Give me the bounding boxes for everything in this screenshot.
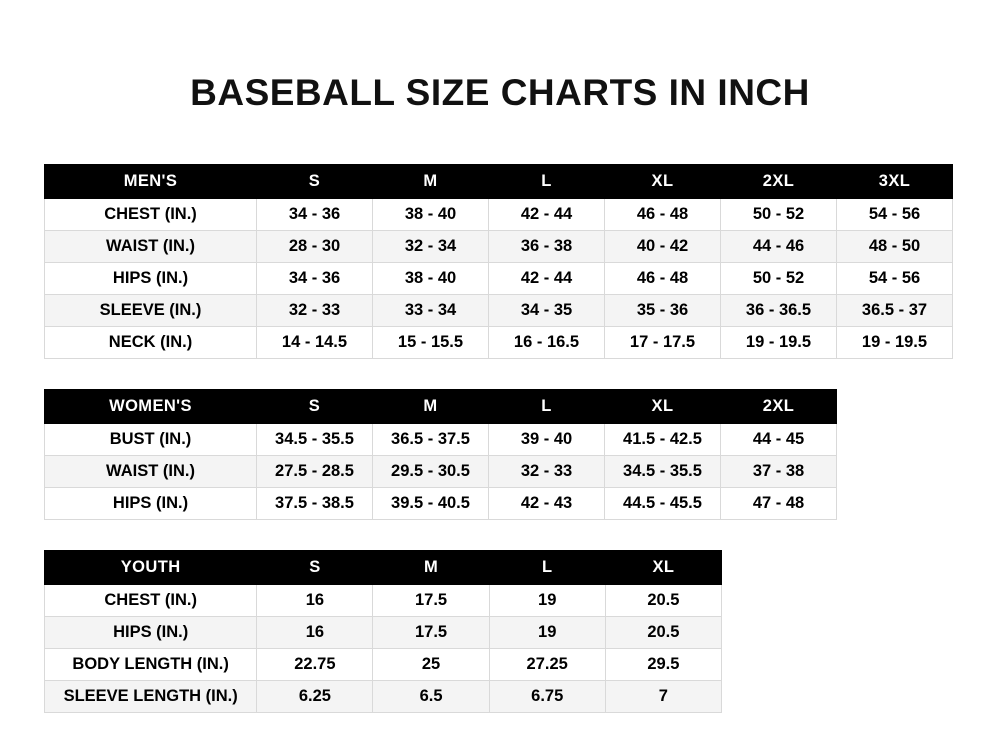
table-cell: 16 — [257, 585, 373, 617]
column-header: S — [257, 165, 373, 199]
table-cell: 36 - 38 — [489, 231, 605, 263]
table-cell: 38 - 40 — [373, 199, 489, 231]
row-label: HIPS (IN.) — [45, 263, 257, 295]
row-label: SLEEVE (IN.) — [45, 295, 257, 327]
table-cell: 41.5 - 42.5 — [605, 424, 721, 456]
row-label: WAIST (IN.) — [45, 456, 257, 488]
table-row — [45, 424, 837, 456]
table-cell: 17.5 — [373, 617, 489, 649]
table-row — [45, 327, 953, 359]
table-cell: 54 - 56 — [837, 263, 953, 295]
table-cell: 42 - 44 — [489, 199, 605, 231]
table-cell: 14 - 14.5 — [257, 327, 373, 359]
row-label: WAIST (IN.) — [45, 231, 257, 263]
table-cell: 37 - 38 — [721, 456, 837, 488]
table-cell: 42 - 44 — [489, 263, 605, 295]
table-row — [45, 456, 837, 488]
table-cell: 27.5 - 28.5 — [257, 456, 373, 488]
table-cell: 20.5 — [605, 585, 721, 617]
table-cell: 33 - 34 — [373, 295, 489, 327]
table-cell: 19 - 19.5 — [721, 327, 837, 359]
column-header: L — [489, 390, 605, 424]
row-label: SLEEVE LENGTH (IN.) — [45, 681, 257, 713]
page-title: BASEBALL SIZE CHARTS IN INCH — [190, 72, 810, 113]
table-cell: 29.5 - 30.5 — [373, 456, 489, 488]
table-cell: 46 - 48 — [605, 199, 721, 231]
column-header: MEN'S — [45, 165, 257, 199]
table-row — [45, 488, 837, 520]
table-header-row — [45, 390, 837, 424]
table-row — [45, 231, 953, 263]
table-cell: 32 - 34 — [373, 231, 489, 263]
column-header: XL — [605, 165, 721, 199]
table-cell: 16 - 16.5 — [489, 327, 605, 359]
table-cell: 48 - 50 — [837, 231, 953, 263]
table-cell: 7 — [605, 681, 721, 713]
table-cell: 34 - 36 — [257, 263, 373, 295]
table-row — [45, 199, 953, 231]
table-cell: 17 - 17.5 — [605, 327, 721, 359]
column-header: M — [373, 165, 489, 199]
table-cell: 6.5 — [373, 681, 489, 713]
table-cell: 19 — [489, 617, 605, 649]
table-cell: 44 - 46 — [721, 231, 837, 263]
table-cell: 34 - 35 — [489, 295, 605, 327]
table-row — [45, 649, 722, 681]
table-cell: 16 — [257, 617, 373, 649]
row-label: NECK (IN.) — [45, 327, 257, 359]
table-cell: 38 - 40 — [373, 263, 489, 295]
column-header: S — [257, 390, 373, 424]
row-label: CHEST (IN.) — [45, 585, 257, 617]
column-header: M — [373, 551, 489, 585]
table-cell: 32 - 33 — [489, 456, 605, 488]
table-cell: 22.75 — [257, 649, 373, 681]
table-cell: 19 - 19.5 — [837, 327, 953, 359]
table-cell: 6.75 — [489, 681, 605, 713]
table-row — [45, 585, 722, 617]
table-cell: 27.25 — [489, 649, 605, 681]
table-cell: 36.5 - 37 — [837, 295, 953, 327]
column-header: L — [489, 165, 605, 199]
table-cell: 37.5 - 38.5 — [257, 488, 373, 520]
column-header: S — [257, 551, 373, 585]
table-cell: 42 - 43 — [489, 488, 605, 520]
column-header: M — [373, 390, 489, 424]
table-cell: 39 - 40 — [489, 424, 605, 456]
table-header-row — [45, 551, 722, 585]
table-cell: 50 - 52 — [721, 199, 837, 231]
table-cell: 34 - 36 — [257, 199, 373, 231]
table-cell: 47 - 48 — [721, 488, 837, 520]
table-cell: 34.5 - 35.5 — [257, 424, 373, 456]
column-header: YOUTH — [45, 551, 257, 585]
column-header: WOMEN'S — [45, 390, 257, 424]
row-label: CHEST (IN.) — [45, 199, 257, 231]
row-label: BODY LENGTH (IN.) — [45, 649, 257, 681]
mens-size-table — [44, 164, 953, 359]
column-header: XL — [605, 551, 721, 585]
table-row — [45, 263, 953, 295]
womens-size-table — [44, 389, 837, 520]
table-cell: 34.5 - 35.5 — [605, 456, 721, 488]
table-cell: 54 - 56 — [837, 199, 953, 231]
youth-size-table — [44, 550, 722, 713]
table-cell: 25 — [373, 649, 489, 681]
column-header: 3XL — [837, 165, 953, 199]
table-cell: 35 - 36 — [605, 295, 721, 327]
table-cell: 15 - 15.5 — [373, 327, 489, 359]
table-cell: 19 — [489, 585, 605, 617]
table-row — [45, 295, 953, 327]
column-header: XL — [605, 390, 721, 424]
row-label: BUST (IN.) — [45, 424, 257, 456]
table-cell: 28 - 30 — [257, 231, 373, 263]
table-row — [45, 617, 722, 649]
table-row — [45, 681, 722, 713]
table-cell: 36.5 - 37.5 — [373, 424, 489, 456]
column-header: 2XL — [721, 165, 837, 199]
table-cell: 36 - 36.5 — [721, 295, 837, 327]
size-tables-container — [0, 164, 1000, 713]
table-cell: 40 - 42 — [605, 231, 721, 263]
table-cell: 44 - 45 — [721, 424, 837, 456]
table-cell: 39.5 - 40.5 — [373, 488, 489, 520]
table-header-row — [45, 165, 953, 199]
table-cell: 46 - 48 — [605, 263, 721, 295]
table-cell: 17.5 — [373, 585, 489, 617]
table-cell: 50 - 52 — [721, 263, 837, 295]
row-label: HIPS (IN.) — [45, 617, 257, 649]
table-cell: 32 - 33 — [257, 295, 373, 327]
column-header: 2XL — [721, 390, 837, 424]
column-header: L — [489, 551, 605, 585]
table-cell: 44.5 - 45.5 — [605, 488, 721, 520]
row-label: HIPS (IN.) — [45, 488, 257, 520]
table-cell: 29.5 — [605, 649, 721, 681]
table-cell: 6.25 — [257, 681, 373, 713]
table-cell: 20.5 — [605, 617, 721, 649]
